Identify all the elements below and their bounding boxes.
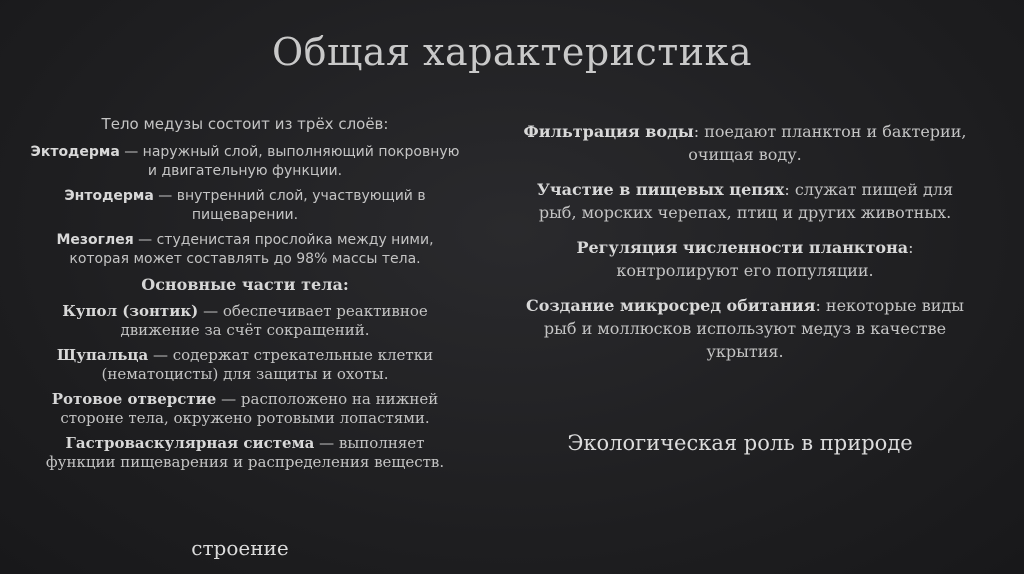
part-item: [30, 390, 460, 428]
layer-text: — внутренний слой, участвующий в пищеварении.: [153, 188, 426, 223]
role-item: [520, 178, 970, 224]
layer-item: [30, 187, 460, 225]
part-text: — обеспечивает реактивное движение за счёт сокращений.: [120, 302, 428, 339]
layer-item: [30, 231, 460, 269]
slide-title: Общая характеристика: [271, 30, 753, 74]
structure-caption: строение: [191, 536, 289, 560]
role-item: [520, 236, 970, 282]
part-text: — расположено на нижней стороне тела, окружено ротовыми лопастями.: [60, 390, 439, 427]
ecology-caption: Экологическая роль в природе: [567, 431, 913, 455]
layer-term: Мезоглея: [56, 232, 134, 248]
role-item: [520, 294, 970, 363]
layer-text: — наружный слой, выполняющий покровную и двигательную функции.: [119, 144, 460, 179]
parts-heading: Основные части тела:: [141, 275, 349, 294]
part-item: [30, 434, 460, 472]
role-text: : контролируют его популяции.: [616, 238, 914, 280]
layer-item: [30, 143, 460, 181]
role-term: Регуляция численности планктона: [576, 238, 909, 257]
ecology-column: [520, 120, 970, 375]
role-term: Участие в пищевых цепях: [536, 180, 785, 199]
role-text: : поедают планктон и бактерии, очищая воду.: [688, 122, 967, 164]
role-term: Фильтрация воды: [523, 122, 694, 141]
role-item: [520, 120, 970, 166]
part-term: Щупальца: [56, 346, 149, 364]
part-item: [30, 302, 460, 340]
layer-term: Эктодерма: [30, 144, 120, 160]
role-text: : служат пищей для рыб, морских черепах, птиц и других животных.: [538, 180, 954, 222]
part-text: — выполняет функции пищеварения и распределения веществ.: [45, 434, 445, 471]
role-term: Создание микросред обитания: [526, 296, 816, 315]
part-item: [30, 346, 460, 384]
layers-intro: Тело медузы состоит из трёх слоёв:: [101, 115, 389, 133]
part-term: Гастроваскулярная система: [65, 434, 315, 452]
part-text: — содержат стрекательные клетки (нематоцисты) для защиты и охоты.: [101, 346, 434, 383]
layer-term: Энтодерма: [64, 188, 154, 204]
part-term: Купол (зонтик): [62, 302, 199, 320]
role-text: : некоторые виды рыб и моллюсков используют медуз в качестве укрытия.: [543, 296, 964, 361]
structure-column: [30, 115, 460, 478]
layer-text: — студенистая прослойка между ними, которая может составлять до 98% массы тела.: [69, 232, 434, 267]
part-term: Ротовое отверстие: [51, 390, 217, 408]
